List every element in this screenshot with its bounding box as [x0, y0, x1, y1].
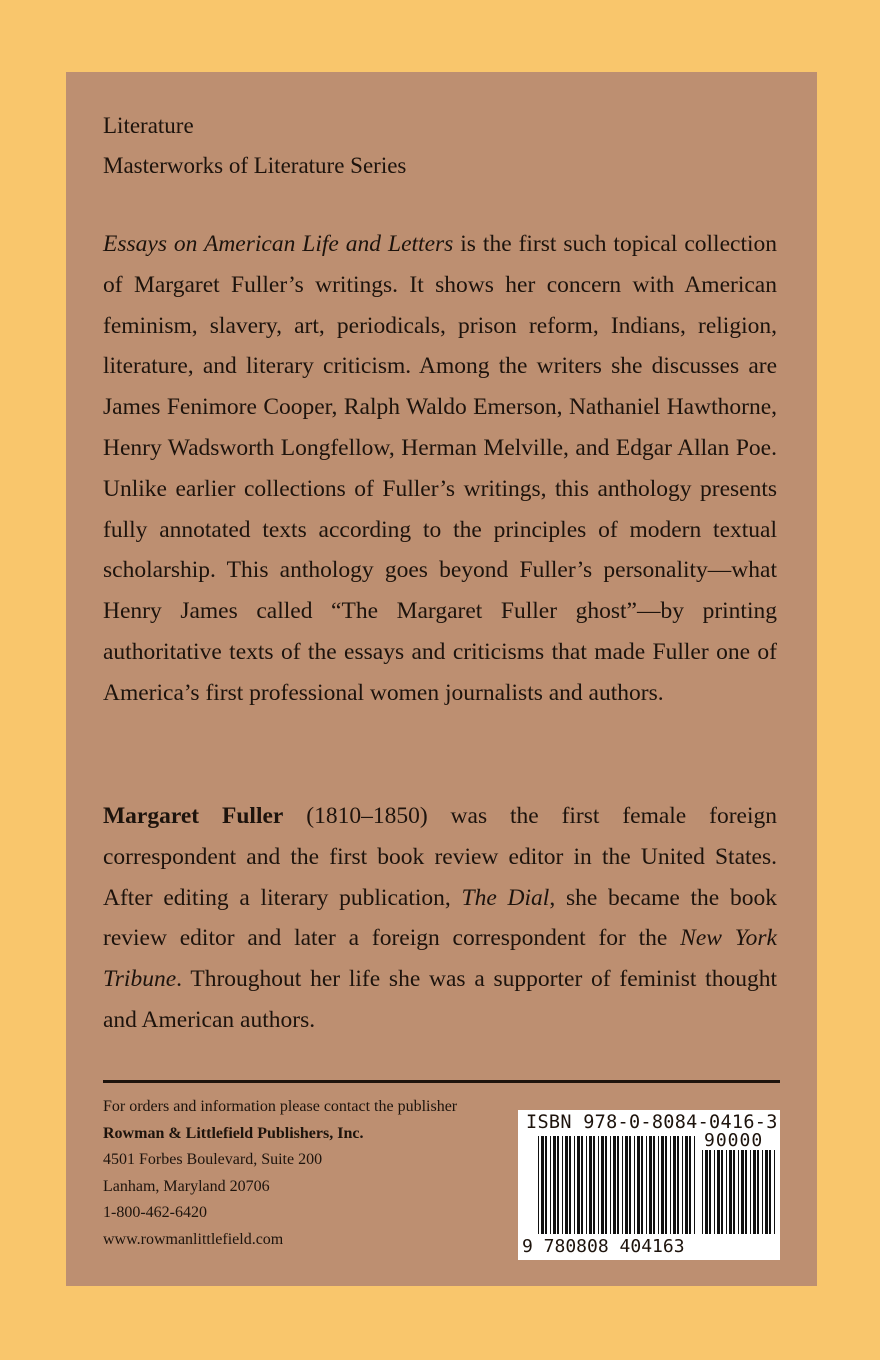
publisher-phone: 1-800-462-6420: [103, 1204, 207, 1221]
isbn-barcode: [518, 1110, 780, 1260]
category-label: Literature: [103, 113, 194, 138]
series-label: Masterworks of Literature Series: [103, 153, 407, 178]
book-title: Essays on American Life and Letters: [103, 231, 454, 257]
publisher-address-1: 4501 Forbes Boulevard, Suite 200: [103, 1151, 323, 1168]
barcode-bar: [610, 1136, 611, 1234]
barcode-bar: [729, 1150, 732, 1234]
barcode-bar: [774, 1150, 775, 1234]
barcode-bar: [658, 1136, 659, 1234]
isbn-number: ISBN 978-0-8084-0416-3: [526, 1112, 778, 1133]
barcode-bar: [646, 1136, 647, 1234]
barcode-bar: [717, 1150, 720, 1234]
barcode-bar: [750, 1150, 751, 1234]
barcode-bar: [538, 1136, 539, 1234]
barcode-bar: [562, 1136, 563, 1234]
barcode-bar: [553, 1136, 556, 1234]
barcode-bar: [625, 1136, 628, 1234]
barcode-bar: [649, 1136, 652, 1234]
barcode-bar: [769, 1150, 771, 1234]
barcode-bar: [622, 1136, 623, 1234]
barcode-bar: [565, 1136, 568, 1234]
publisher-address-2: Lanham, Maryland 20706: [103, 1177, 270, 1195]
author-bio: [103, 796, 777, 1041]
barcode-bar: [714, 1150, 715, 1234]
barcode-bar: [545, 1136, 547, 1234]
barcode-bar: [641, 1136, 643, 1234]
bio-text-1: (1810–1850) was the first female foreign correspondent and the first book review editor in the United States. After editing a literary publication,: [103, 803, 777, 911]
bio-dial-title: The Dial: [461, 884, 550, 911]
barcode-bar: [685, 1136, 688, 1234]
barcode-bar: [745, 1150, 747, 1234]
barcode-bar: [593, 1136, 595, 1234]
barcode-bar: [586, 1136, 587, 1234]
price-code: 90000: [704, 1130, 764, 1151]
category-block: [103, 106, 406, 186]
divider-rule: [103, 1080, 780, 1083]
barcode-bar: [738, 1150, 739, 1234]
barcode-bar: [733, 1150, 735, 1234]
barcode-bar: [757, 1150, 759, 1234]
barcode-bar: [721, 1150, 723, 1234]
barcode-bar: [629, 1136, 631, 1234]
barcode-bar: [589, 1136, 592, 1234]
publisher-contact: [103, 1094, 457, 1253]
back-cover-panel: [66, 72, 817, 1286]
barcode-bar: [637, 1136, 640, 1234]
publisher-name: Rowman & Littlefield Publishers, Inc.: [103, 1124, 364, 1142]
barcode-bar: [709, 1150, 711, 1234]
barcode-bar: [673, 1136, 676, 1234]
barcode-bar: [765, 1150, 768, 1234]
bio-text-3: . Throughout her life she was a supporter of feminist thought and American authors.: [103, 966, 777, 1033]
barcode-bar: [741, 1150, 744, 1234]
barcode-bar: [726, 1150, 727, 1234]
barcode-bar: [682, 1136, 683, 1234]
barcode-bar: [581, 1136, 583, 1234]
barcode-bar: [574, 1136, 575, 1234]
barcode-bar: [661, 1136, 664, 1234]
book-description: [103, 224, 777, 714]
contact-intro: For orders and information please contact the publisher: [103, 1098, 458, 1115]
bio-text-2: , she became the book review editor and later a foreign correspondent for the: [103, 884, 777, 952]
barcode-bar: [598, 1136, 599, 1234]
barcode-bar: [702, 1150, 703, 1234]
barcode-bar: [577, 1136, 580, 1234]
barcode-bar: [550, 1136, 551, 1234]
barcode-bar: [753, 1150, 756, 1234]
barcode-bar: [605, 1136, 607, 1234]
barcode-bar: [762, 1150, 763, 1234]
barcode-bar: [705, 1150, 708, 1234]
barcode-bar: [694, 1136, 695, 1234]
barcode-bar: [670, 1136, 671, 1234]
description-text: is the first such topical collection of Margaret Fuller’s writings. It shows her concern with American feminism, slavery, art, periodicals, prison reform, Indians, religion, literature, and literary criticism. Among the writers she discusses are James Fenimore Cooper, Ralph Waldo Emerson, Nathaniel Hawthorne, Henry Wadsworth Longfellow, Herman Melville, and Edgar Allan Poe. Unlike earlier collections of Fuller’s writings, this anthology presents fully annotated texts according to the principles of modern textual scholarship. This anthology goes beyond Fuller’s personality—what Henry James called “The Margaret Fuller ghost”—by printing authoritative texts of the essays and criticisms that made Fuller one of America’s first professional women journalists and authors.: [103, 231, 778, 706]
barcode-bar: [689, 1136, 691, 1234]
publisher-website: www.rowmanlittlefield.com: [103, 1230, 284, 1248]
barcode-bar: [613, 1136, 616, 1234]
bio-tribune-title: New York Tribune: [103, 925, 777, 993]
barcode-bar: [601, 1136, 604, 1234]
author-name: Margaret Fuller: [103, 803, 284, 829]
barcode-bar: [617, 1136, 619, 1234]
barcode-bar: [541, 1136, 544, 1234]
barcode-bar: [665, 1136, 667, 1234]
barcode-bar: [677, 1136, 679, 1234]
barcode-bar: [653, 1136, 655, 1234]
barcode-bar: [569, 1136, 571, 1234]
barcode-bar: [634, 1136, 635, 1234]
ean-digits: 9 780808 404163: [522, 1236, 685, 1257]
barcode-bar: [557, 1136, 559, 1234]
